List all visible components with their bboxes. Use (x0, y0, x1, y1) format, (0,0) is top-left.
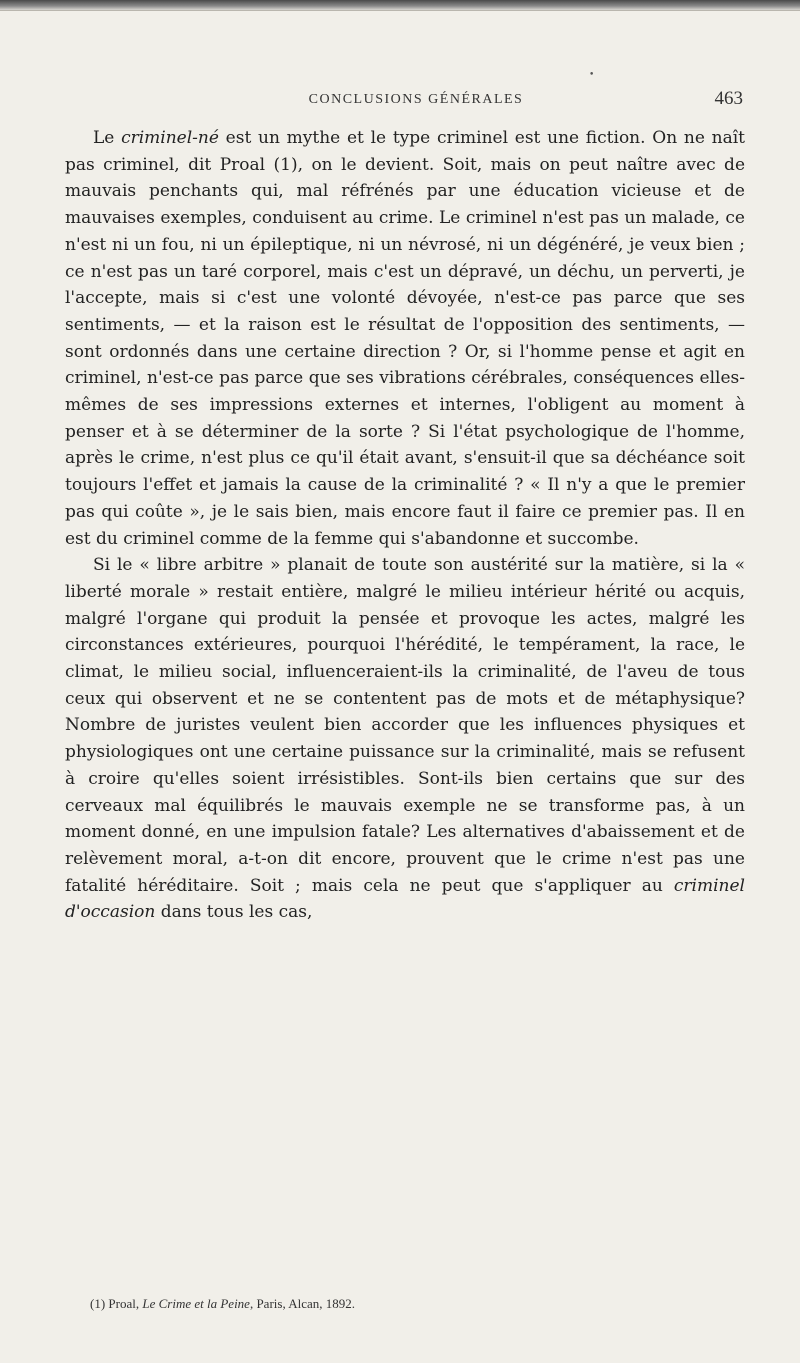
scan-top-edge (0, 0, 800, 10)
scan-edge-line (0, 10, 800, 11)
paragraph-1 (65, 125, 745, 552)
footnote-marker: (1) Proal, (90, 1296, 143, 1311)
footnote (90, 1296, 355, 1312)
page-number: 463 (714, 88, 743, 109)
scan-mark: • (589, 70, 595, 80)
footnote-rest: , Paris, Alcan, 1892. (249, 1296, 356, 1311)
paragraph-2 (65, 552, 745, 926)
paragraph-1-text: est un mythe et le type criminel est une fiction. On ne naît pas criminel, dit Proal (1), on le devient. Soit, mais on peut naître avec de mauvais penchants qui, mal réfrénés par une éducation vicieuse et de mauvaises exemples, conduisent au crime. Le criminel n'est pas un malade, ce n'est ni un fou, ni un épileptique, ni un névrosé, ni un dégénéré, je veux bien ; ce n'est pas un taré corporel, mais c'est un dépravé, un déchu, un perverti, je l'accepte, mais si c'est une volonté dévoyée, n'est-ce pas parce que ses sentiments, — et la raison est le résultat de l'opposition des sentiments, — sont ordonnés dans une certaine direction ? Or, si l'homme pense et agit en criminel, n'est-ce pas parce que ses vibrations cérébrales, conséquences elles-mêmes de ses impressions externes et internes, l'obligent au moment à penser et à se déterminer de la sorte ? Si l'état psychologique de l'homme, après le crime, n'est plus ce qu'il était avant, s'ensuit-il que sa déchéance soit toujours l'effet et jamais la cause de la criminalité ? « Il n'y a que le premier pas qui coûte », je le sais bien, mais encore faut il faire ce premier pas. Il en est du criminel comme de la femme qui s'abandonne et succombe. (65, 128, 745, 549)
paragraph-1-lead: Le (93, 128, 122, 148)
running-head (0, 88, 800, 122)
body-text (65, 125, 745, 926)
paragraph-2-tail: dans tous les cas, (155, 902, 313, 923)
paragraph-2-text: Si le « libre arbitre » planait de toute son austérité sur la matière, si la « liberté morale » restait entière, malgré le milieu intérieur hérité ou acquis, malgré l'organe qui produit la pensée et provoque les actes, malgré les circonstances extérieures, pourquoi l'hérédité, le tempérament, la race, le climat, le milieu social, influenceraient-ils la criminalité, de l'aveu de tous ceux qui observent et ne se contentent pas de mots et de métaphysique? Nombre de juristes veulent bien accorder que les influences physiques et physiologiques ont une certaine puissance sur la criminalité, mais se refusent à croire qu'elles soient irrésistibles. Sont-ils bien certains que sur des cerveaux mal équilibrés le mauvais exemple ne se transforme pas, à un moment donné, en une impulsion fatale? Les alternatives d'abaissement et de relèvement moral, a-t-on dit encore, prouvent que le crime n'est pas une fatalité héréditaire. Soit ; mais cela ne peut que s'appliquer au (65, 555, 745, 896)
running-title: CONCLUSIONS GÉNÉRALES (308, 92, 524, 107)
paragraph-2-italic-term: criminel d'occasion (65, 875, 745, 923)
paragraph-1-italic-term: criminel-né (121, 128, 219, 148)
footnote-book-title: Le Crime et la Peine (142, 1296, 250, 1311)
